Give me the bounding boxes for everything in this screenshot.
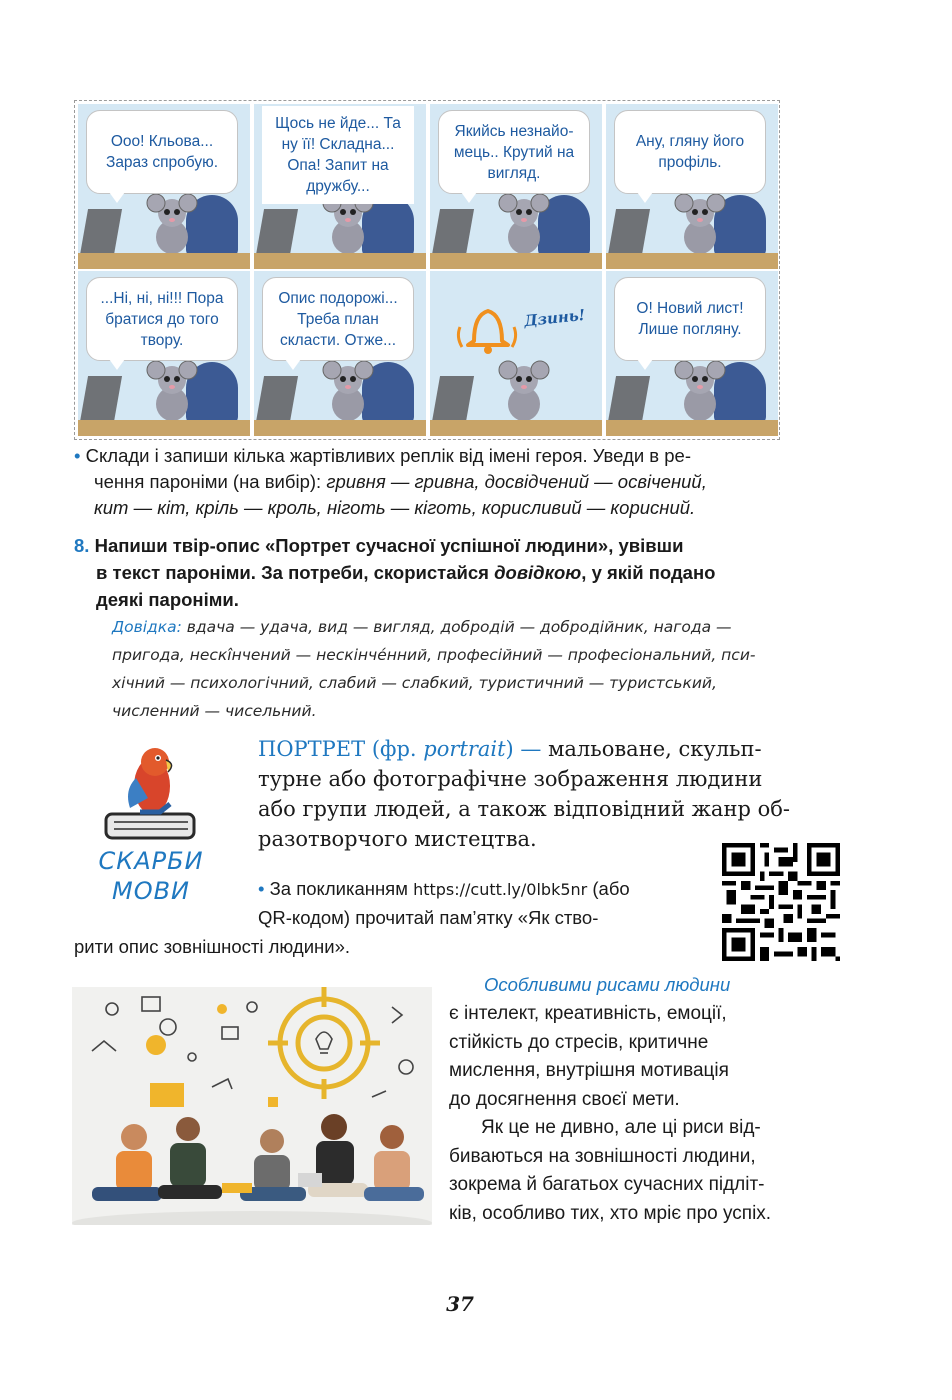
definition-line-2: турне або фотографічне зображення людини: [258, 767, 763, 791]
bell-icon: [452, 297, 522, 361]
comic-panel-3: [430, 104, 602, 269]
task-text: Напиши твір-опис «Портрет сучасної успішної людини», увівши: [94, 535, 684, 556]
treasures-title: [88, 846, 214, 906]
link-note-line-2: QR-кодом) прочитай пам’ятку «Як ство-: [258, 907, 599, 928]
mouse-character-icon: [670, 185, 730, 255]
features-lead: Особливими рисами людини: [484, 974, 731, 995]
link-note-line-1: [258, 876, 718, 903]
reference-block: [112, 613, 852, 725]
reference-line-1: [112, 613, 852, 641]
reference-line-2: пригода, нескі̂нчений — нескінче́нний, професійний — професіональний, пси-: [112, 646, 756, 664]
speech-bubble: Ооо! Кльова... Зараз спробую.: [86, 110, 238, 194]
task-number: 8.: [74, 535, 90, 556]
teens-with-ideas-illustration: [72, 987, 432, 1225]
reference-text: вдача — удача, вид — вигляд, добродій — добродійник, нагода —: [181, 618, 732, 636]
features-line: стійкість до стресів, критичне: [449, 1031, 709, 1053]
features-line: є інтелект, креативність, емоції,: [449, 1003, 727, 1024]
definition-text: мальоване, скульп-: [541, 737, 762, 761]
paronyms-list: гривня — гривна, досвідчений — освічений,: [326, 471, 707, 492]
features-line: мислення, внутрішня мотивація: [449, 1060, 729, 1081]
parrot-on-books-icon: [100, 738, 200, 844]
features-paragraph: [449, 1000, 849, 1228]
bell-sound-text: Дзинь!: [523, 305, 587, 331]
term-origin-word: portrait: [423, 737, 506, 761]
treasures-title-line-1: СКАРБИ: [98, 847, 204, 875]
features-line: ків, особливо тих, хто мріє про успіх.: [449, 1202, 772, 1224]
term-origin: ) —: [505, 737, 542, 761]
task-text: , у якій подано: [581, 562, 716, 583]
mouse-character-icon: [318, 352, 378, 422]
mouse-character-icon: [142, 352, 202, 422]
definition-block: [258, 734, 848, 854]
reference-label: Довідка:: [112, 618, 182, 636]
reference-line-4: численний — чисельний.: [112, 702, 317, 720]
features-line: биваються на зовнішності людини,: [449, 1145, 756, 1167]
qr-code-icon[interactable]: [722, 843, 840, 961]
speech-bubble: О! Новий лист! Лише погляну.: [614, 277, 766, 361]
task-bullet-line-1: [74, 443, 834, 469]
task-8-line-2: [96, 560, 876, 586]
link-note-text: (або: [587, 878, 630, 899]
mouse-character-icon: [670, 352, 730, 422]
definition-line-4: разотворчого мистецтва.: [258, 827, 537, 851]
task-bullet-line-2: [94, 469, 854, 495]
task-8-line-3: деякі пароніми.: [96, 589, 239, 610]
ideas-target-icon: [72, 987, 432, 1225]
comic-panel-5: [78, 271, 250, 436]
task-8-line-1: [74, 533, 854, 559]
task-text: чення пароніми (на вибір):: [94, 471, 327, 492]
bullet-marker: •: [74, 445, 81, 466]
link-note-line-3: рити опис зовнішності людини».: [74, 936, 351, 957]
link-note-text: За покликанням: [264, 878, 414, 899]
comic-strip: [74, 100, 780, 440]
task-text: в текст пароніми. За потреби, скористайся: [96, 562, 495, 583]
features-line: зокрема й багатьох сучасних підліт-: [449, 1174, 765, 1195]
reference-link-word: довідкою: [494, 562, 582, 583]
comic-panel-1: [78, 104, 250, 269]
mouse-character-icon: [494, 185, 554, 255]
definition-line-1: [258, 734, 848, 764]
comic-panel-4: [606, 104, 778, 269]
term-origin: (фр.: [365, 737, 424, 761]
page-number: 37: [446, 1292, 474, 1316]
comic-panel-7: [430, 271, 602, 436]
definition-line-3: або групи людей, а також відповідний жанр об-: [258, 797, 790, 821]
comic-panel-8: [606, 271, 778, 436]
comic-panel-6: [254, 271, 426, 436]
task-text: Склади і запиши кілька жартівливих реплік від імені героя. Уведи в ре-: [85, 445, 691, 466]
speech-bubble: Якийсь незнайо- мець.. Крутий на вигляд.: [438, 110, 590, 194]
speech-bubble: Ану, гляну його профіль.: [614, 110, 766, 194]
bullet-marker: •: [258, 878, 265, 899]
features-line: до досягнення своєї мети.: [449, 1088, 680, 1110]
treasures-title-line-2: МОВИ: [111, 877, 190, 905]
reference-line-3: хічний — психологічний, слабий — слабкий, туристичний — туристський,: [112, 674, 717, 692]
mouse-character-icon: [142, 185, 202, 255]
speech-bubble: Опис подорожі... Треба план скласти. Отже...: [262, 277, 414, 361]
speech-bubble: ...Ні, ні, ні!!! Пора братися до того твору.: [86, 277, 238, 361]
speech-bubble: Щось не йде... Та ну її! Складна... Опа! Запит на дружбу...: [262, 106, 414, 204]
memo-link[interactable]: https://cutt.ly/0lbk5nr: [413, 880, 588, 899]
definition-term: ПОРТРЕТ: [258, 737, 366, 761]
comic-panel-2: [254, 104, 426, 269]
paronyms-list: кит — кіт, кріль — кроль, ніготь — кіготь, корисливий — корисний.: [94, 497, 696, 518]
mouse-character-icon: [494, 352, 554, 422]
features-line: Як це не дивно, але ці риси від-: [481, 1117, 761, 1138]
